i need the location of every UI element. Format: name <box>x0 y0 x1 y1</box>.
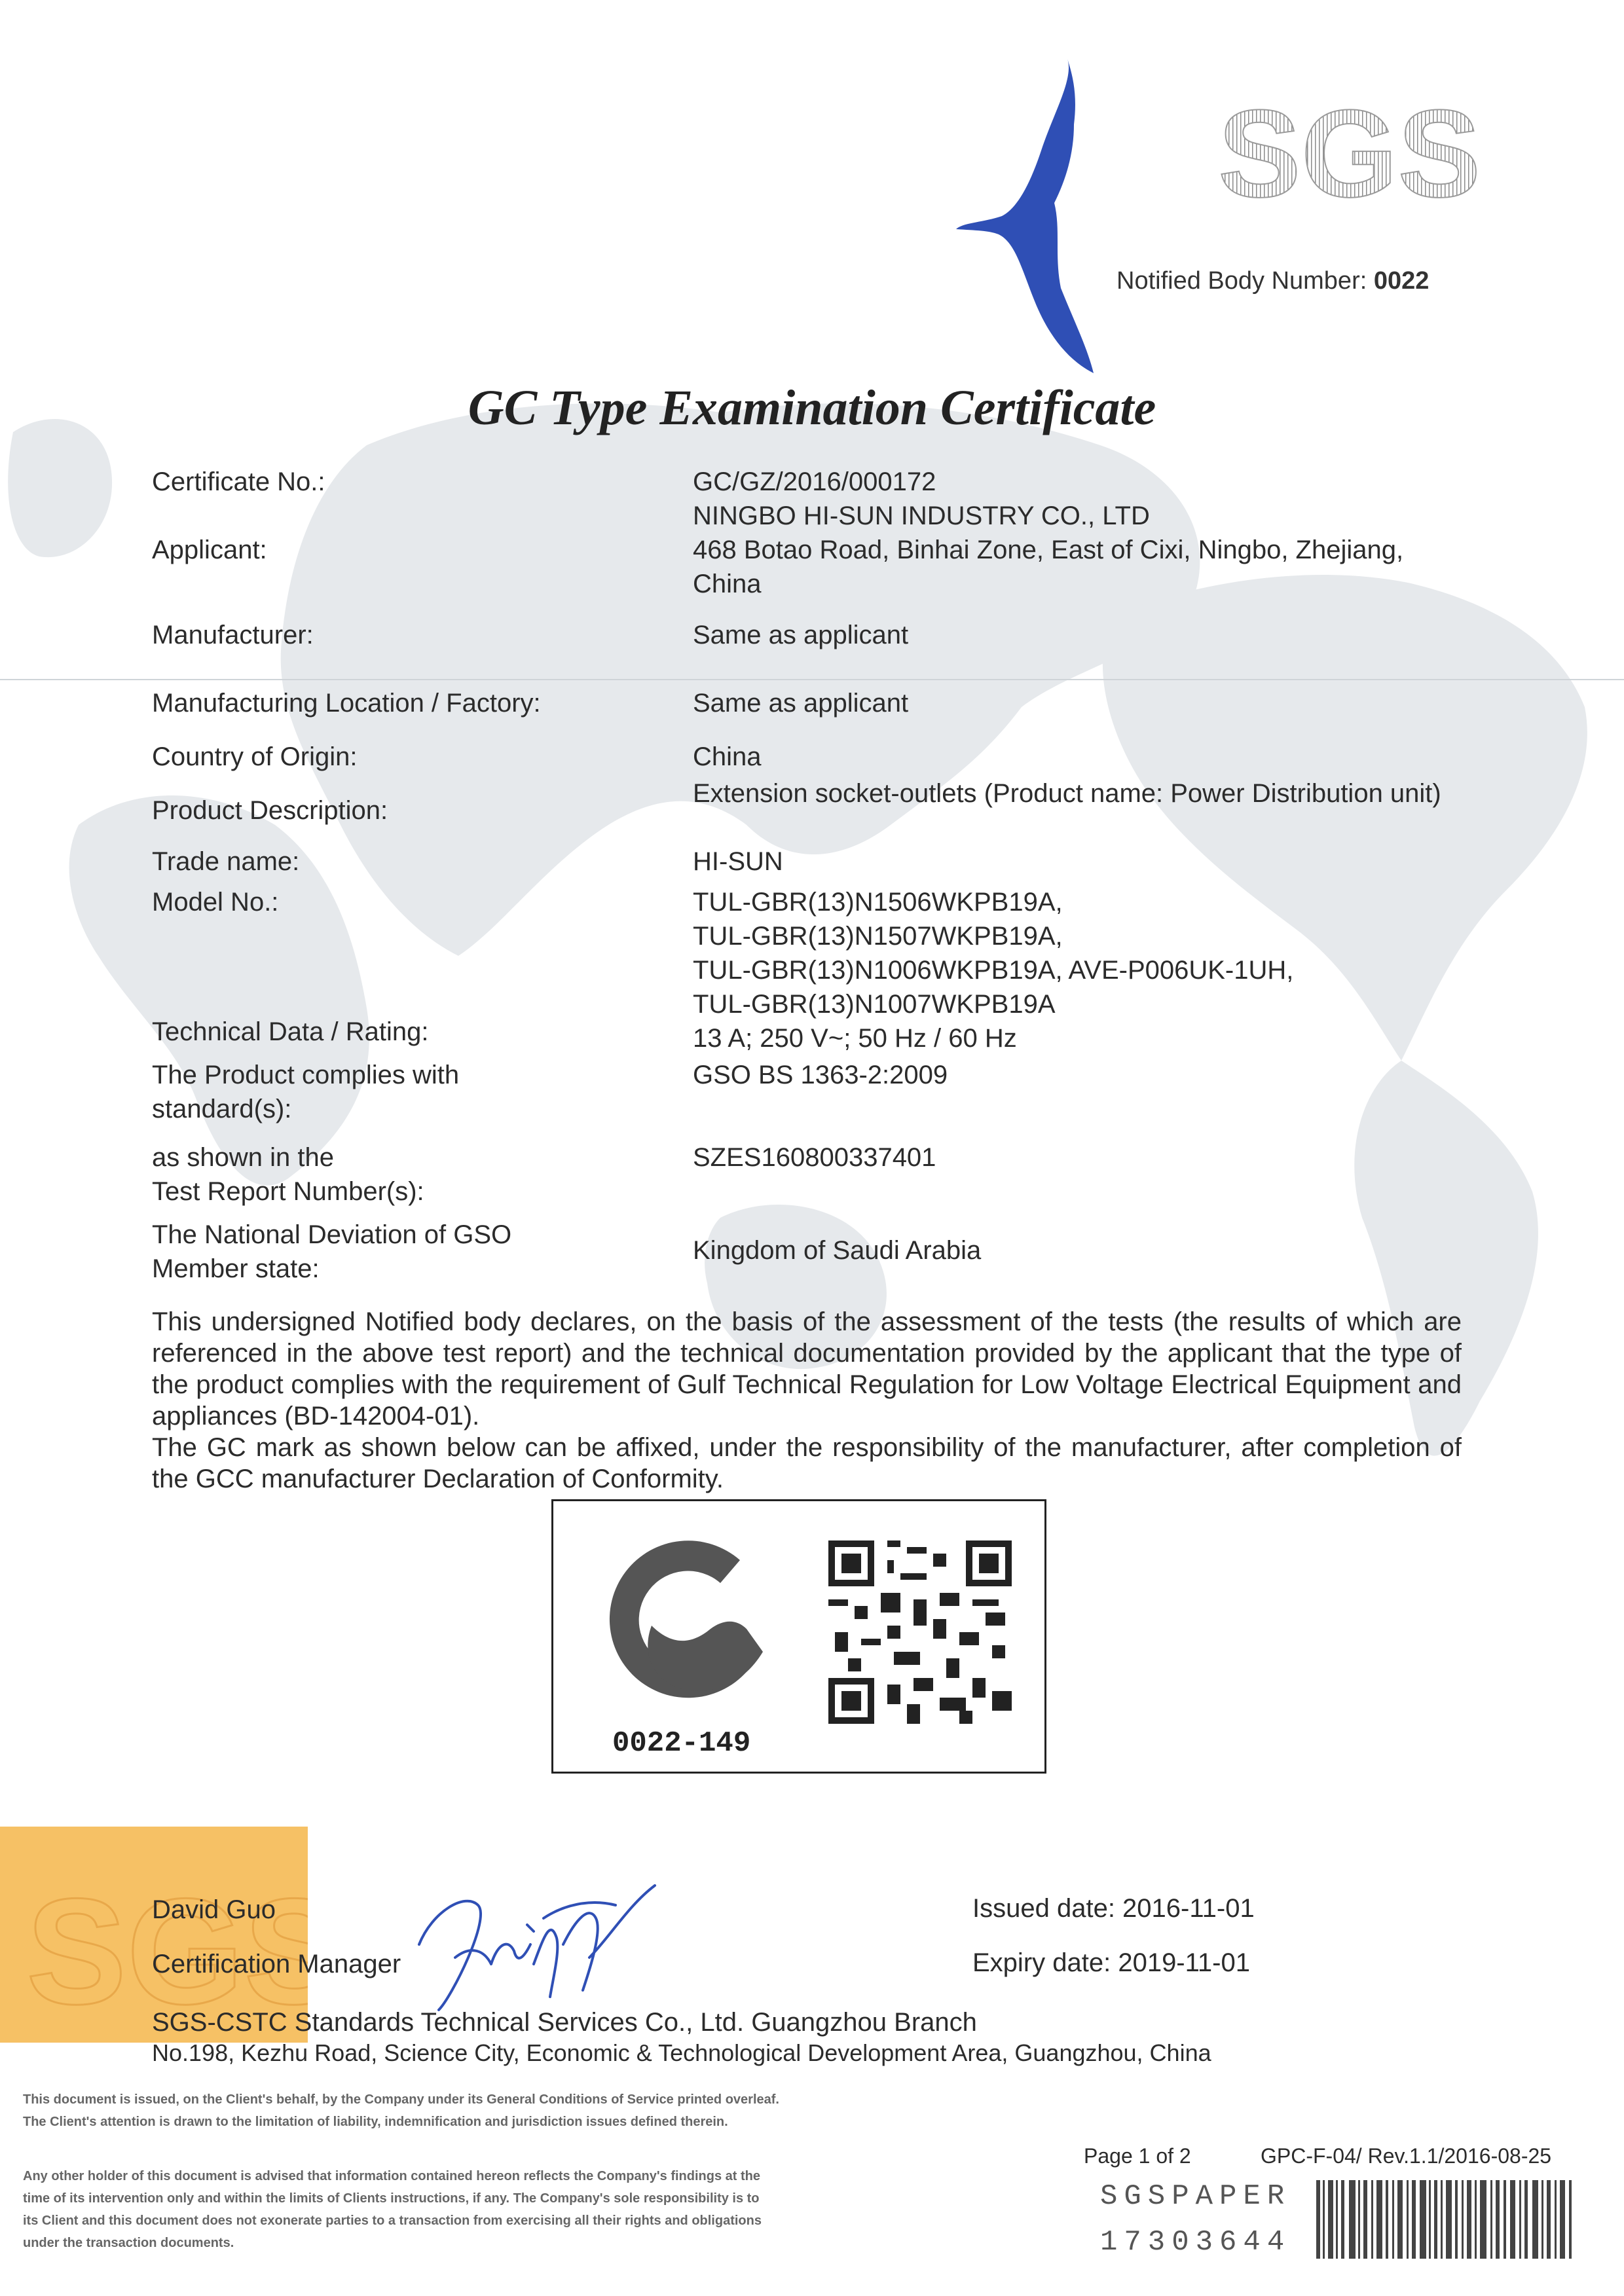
footer-notice-3-line-1: Any other holder of this document is advised that information contained hereon reflects the Company's findings at the <box>23 2169 760 2183</box>
eagle-icon <box>943 59 1139 380</box>
field-value: GC/GZ/2016/000172 <box>693 467 936 496</box>
field-value: TUL-GBR(13)N1506WKPB19A, TUL-GBR(13)N1507WKPB19A, TUL-GBR(13)N1006WKPB19A, AVE-P006UK-1UH, TUL-GBR(13)N1007WKPB19A <box>693 888 1294 1019</box>
signatory-name: David Guo <box>152 1895 276 1924</box>
field-label: Manufacturer: <box>152 621 314 649</box>
svg-text:SGS: SGS <box>1218 85 1481 216</box>
field-label: Manufacturing Location / Factory: <box>152 689 541 718</box>
declaration-paragraph: The GC mark as shown below can be affixed, under the responsibility of the manufacturer, after completion of the GCC manufacturer Declaration of Conformity. <box>152 1433 1462 1493</box>
field-value: Same as applicant <box>693 689 909 718</box>
footer-notice-3-line-2: time of its intervention only and within the limits of Clients instructions, if any. The Company's sole responsibility is to <box>23 2191 760 2206</box>
field-value: HI-SUN <box>693 847 783 876</box>
field-label: as shown in the Test Report Number(s): <box>152 1143 424 1206</box>
issued-date: Issued date: 2016-11-01 <box>972 1894 1255 1923</box>
qr-code <box>828 1540 1012 1724</box>
gc-mark-icon <box>580 1521 783 1724</box>
field-label: Country of Origin: <box>152 742 358 771</box>
page-number: Page 1 of 2 <box>1084 2144 1191 2168</box>
paper-number: 17303644 <box>1100 2226 1291 2259</box>
field-value: SZES160800337401 <box>693 1143 936 1172</box>
field-value: Same as applicant <box>693 621 909 649</box>
footer-notice-1: This document is issued, on the Client's behalf, by the Company under its General Conditions of Service printed overleaf. <box>23 2092 779 2107</box>
signatory-role: Certification Manager <box>152 1950 401 1978</box>
footer-notice-3-line-4: under the transaction documents. <box>23 2236 234 2250</box>
notified-body-label: Notified Body Number: <box>1116 267 1367 295</box>
form-code: GPC-F-04/ Rev.1.1/2016-08-25 <box>1261 2144 1552 2168</box>
declaration-paragraph: This undersigned Notified body declares, on the basis of the assessment of the tests (the results of which are referenced in the above test report) and the technical documentation provided by the applicant that the type of the product complies with the requirement of Gulf Technical Regulation for Low Voltage Electrical Equipment and appliances (BD-142004-01). <box>152 1307 1462 1430</box>
field-label: The National Deviation of GSO Member state: <box>152 1220 512 1283</box>
certificate-title: GC Type Examination Certificate <box>468 380 1156 435</box>
field-value: 13 A; 250 V~; 50 Hz / 60 Hz <box>693 1024 1017 1053</box>
gc-mark-box <box>551 1499 1046 1774</box>
field-value: NINGBO HI-SUN INDUSTRY CO., LTD 468 Botao Road, Binhai Zone, East of Cixi, Ningbo, Zhejiang, China <box>693 501 1404 598</box>
sgs-logo <box>1205 85 1532 216</box>
field-label: The Product complies with standard(s): <box>152 1061 460 1123</box>
field-value: GSO BS 1363-2:2009 <box>693 1061 948 1089</box>
field-label: Product Description: <box>152 796 388 825</box>
svg-text:SGS: SGS <box>26 1867 308 2035</box>
issuer-name: SGS-CSTC Standards Technical Services Co., Ltd. Guangzhou Branch <box>152 2008 977 2037</box>
paper-label: SGSPAPER <box>1100 2180 1291 2213</box>
barcode <box>1316 2180 1578 2259</box>
footer-notice-2: The Client's attention is drawn to the limitation of liability, indemnification and jurisdiction issues defined therein. <box>23 2115 728 2129</box>
field-label: Certificate No.: <box>152 467 325 496</box>
field-label: Technical Data / Rating: <box>152 1017 429 1046</box>
field-label: Trade name: <box>152 847 300 876</box>
signature <box>393 1866 668 2016</box>
field-value: China <box>693 742 762 771</box>
field-value: Extension socket-outlets (Product name: Power Distribution unit) <box>693 779 1441 808</box>
notified-body-value: 0022 <box>1373 267 1430 295</box>
notified-body-number <box>1116 267 1429 295</box>
field-label: Applicant: <box>152 536 267 564</box>
expiry-date: Expiry date: 2019-11-01 <box>972 1948 1250 1977</box>
declaration-text <box>152 1306 1462 1495</box>
gc-mark-number: 0022-149 <box>612 1727 751 1760</box>
footer-notice-3-line-3: its Client and this document does not exonerate parties to a transaction from exercising all their rights and obligations <box>23 2214 762 2228</box>
field-value: Kingdom of Saudi Arabia <box>693 1236 982 1265</box>
field-label: Model No.: <box>152 888 279 917</box>
issuer-address: No.198, Kezhu Road, Science City, Economic & Technological Development Area, Guangzhou, China <box>152 2039 1211 2066</box>
